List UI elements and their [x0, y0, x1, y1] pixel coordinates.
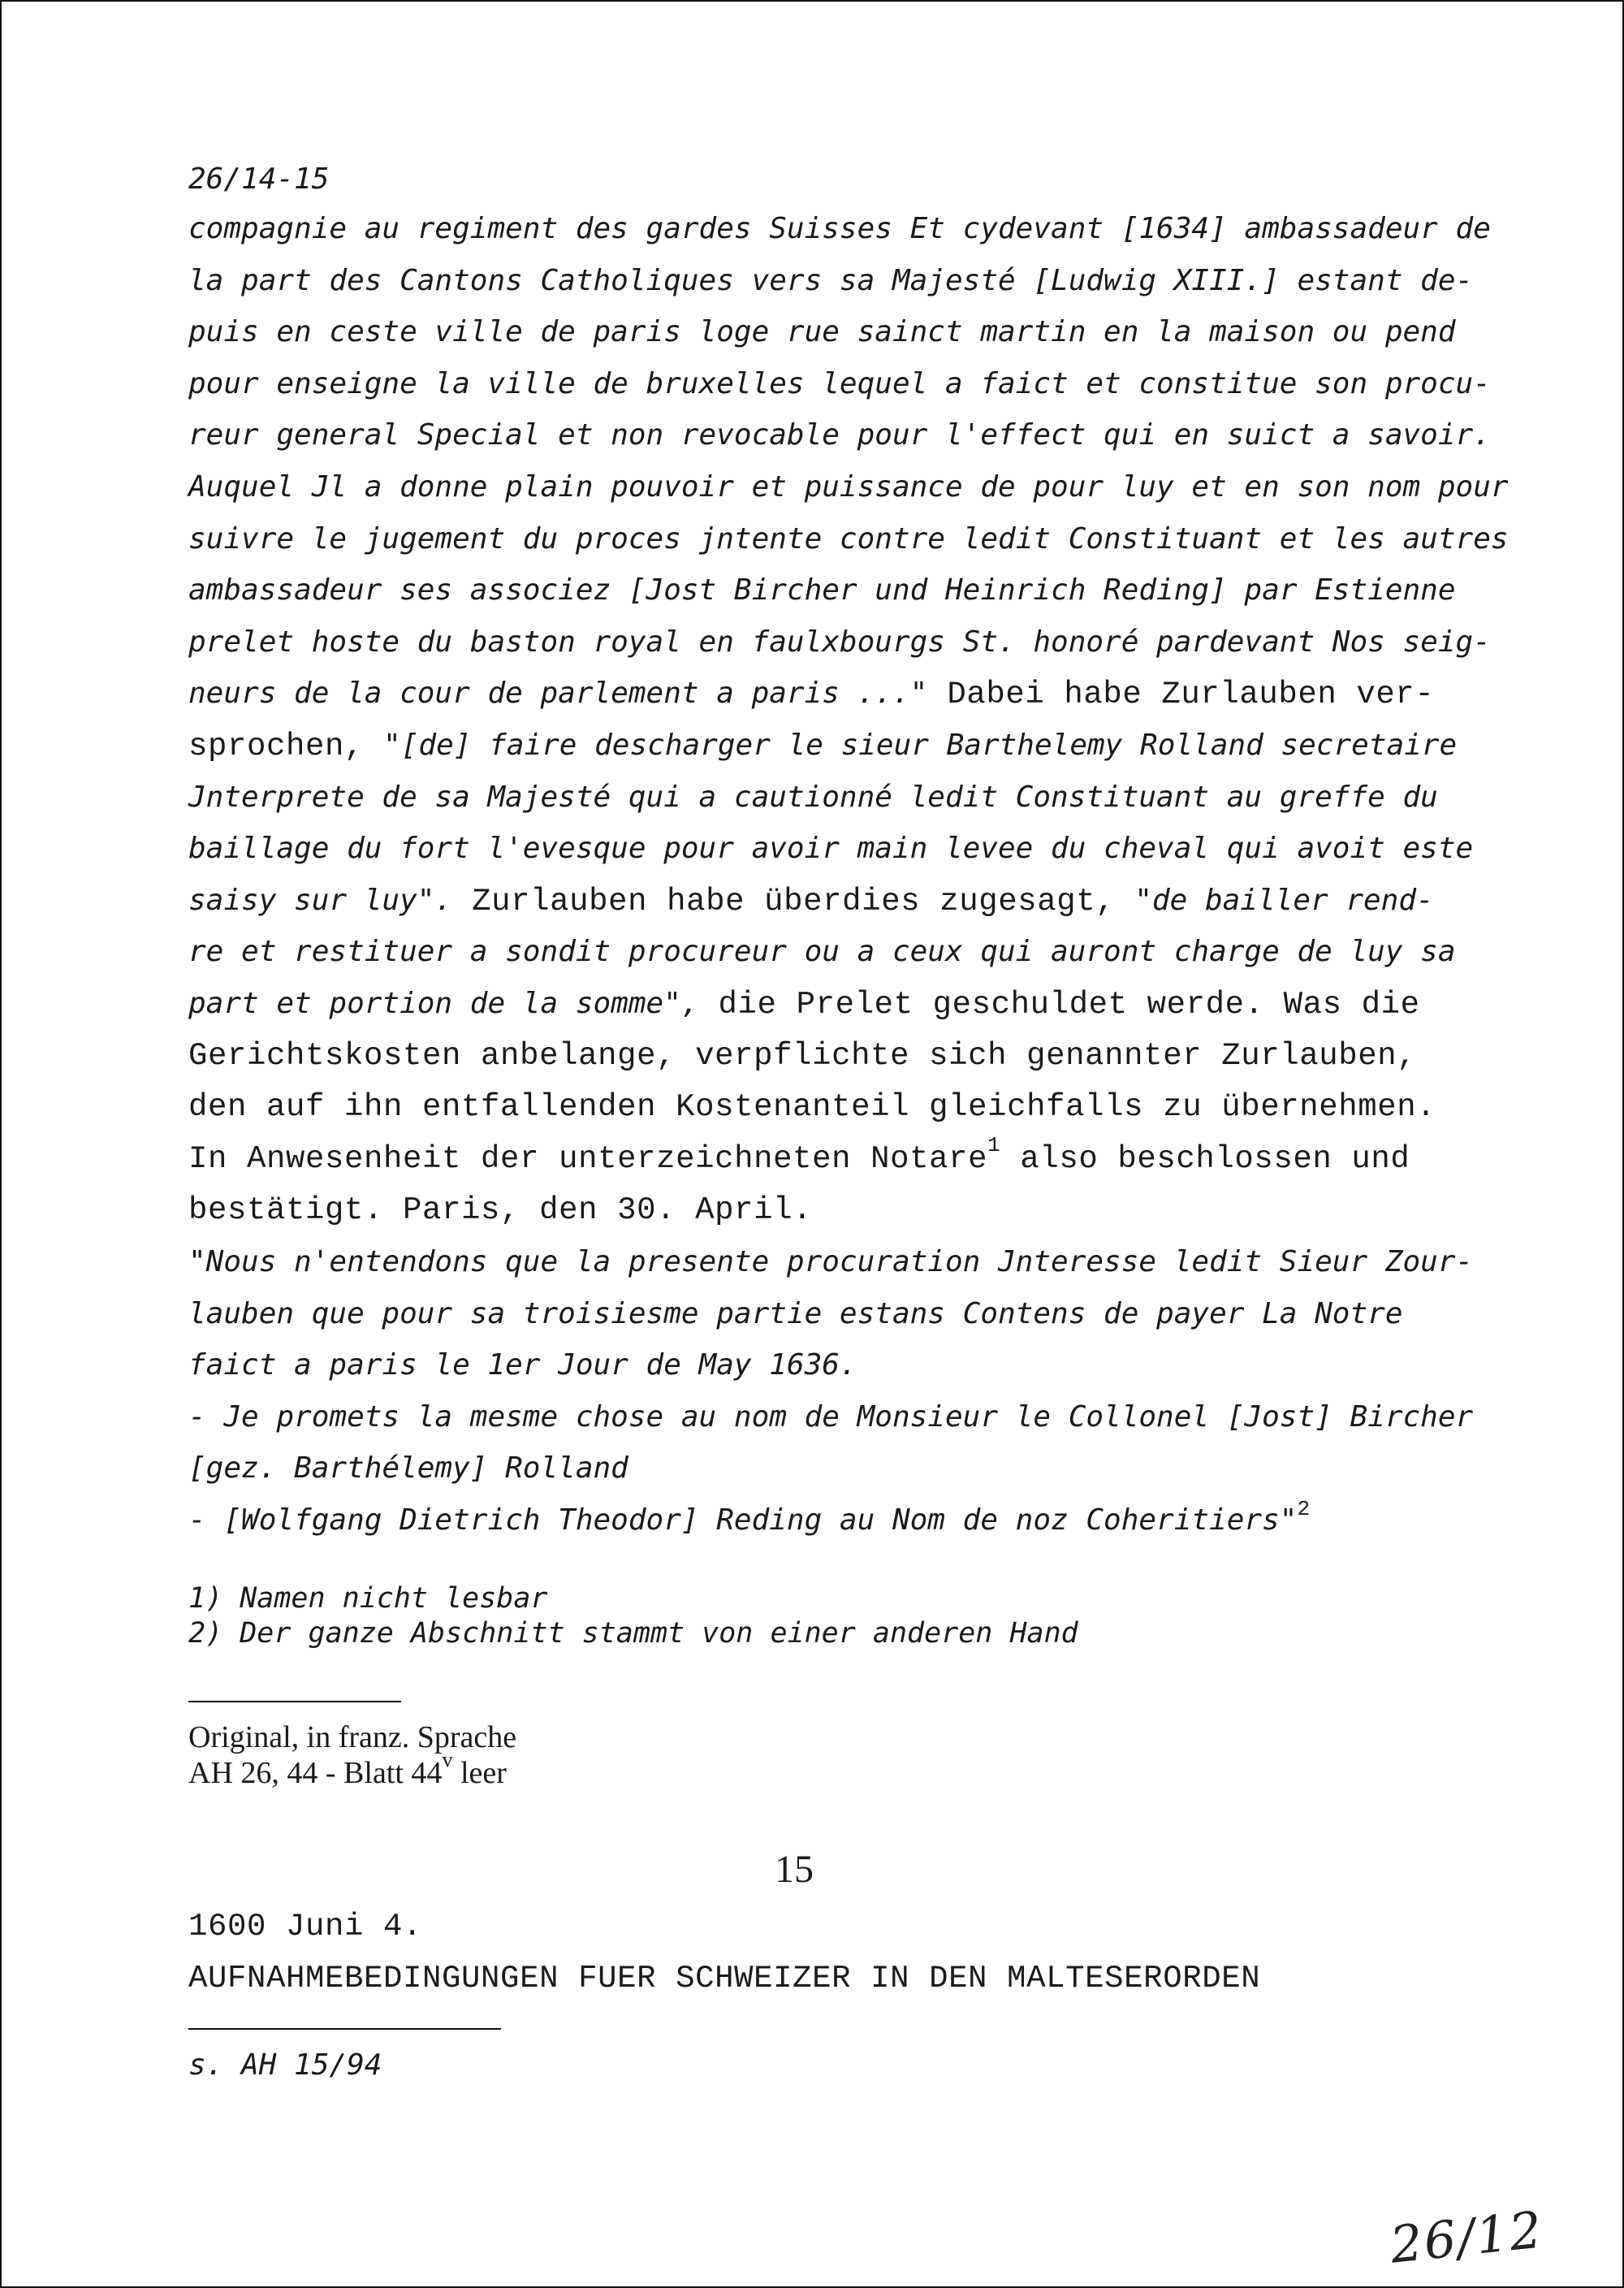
- text-line: [188, 829, 1473, 870]
- text-segment: faict a paris le 1er Jour de May 1636.: [188, 1348, 857, 1382]
- text-segment: - Je promets la mesme chose au nom de Monsieur le Collonel [Jost] Bircher: [188, 1400, 1474, 1434]
- text-segment: lauben que pour sa troisiesme partie estans Contens de payer La Notre: [188, 1297, 1403, 1330]
- text-line: [188, 932, 1456, 973]
- text-line: [188, 520, 1509, 560]
- text-line: [188, 1036, 1416, 1076]
- text-segment: compagnie au regiment des gardes Suisses Et cydevant [1634] ambassadeur de: [188, 212, 1491, 245]
- footnote-separator: [188, 1701, 401, 1702]
- text-line: [188, 571, 1456, 612]
- footnote-marker: 2: [1297, 1497, 1311, 1521]
- text-line: [188, 416, 1491, 456]
- entry-reference: s. AH 15/94: [188, 2048, 382, 2082]
- text-segment: Gerichtskosten anbelange, verpflichte sich genannter Zurlauben,: [188, 1038, 1417, 1074]
- text-segment: die Prelet geschuldet werde. Was die: [698, 987, 1420, 1023]
- text-segment: part et portion de la somme",: [188, 987, 699, 1020]
- text-segment: la part des Cantons Catholiques vers sa Majesté [Ludwig XIII.] estant de-: [188, 264, 1474, 297]
- text-segment: Jnterprete de sa Majesté qui a cautionné ledit Constituant au greffe du: [188, 781, 1438, 814]
- page-reference: 26/14-15: [188, 162, 330, 196]
- text-line: [188, 313, 1456, 353]
- text-line: [188, 210, 1491, 250]
- text-line: [188, 726, 1457, 767]
- text-segment: In Anwesenheit der unterzeichneten Notare: [188, 1141, 988, 1177]
- footnote-marker: 1: [987, 1133, 1001, 1157]
- text-line: [188, 1398, 1473, 1438]
- text-segment: Auquel Jl a donne plain pouvoir et puissance de pour luy et en son nom pour: [188, 470, 1509, 504]
- text-segment: den auf ihn entfallenden Kostenanteil gleichfalls zu übernehmen.: [188, 1089, 1436, 1125]
- text-line: [188, 984, 1420, 1025]
- handwritten-folio-number: 26/12: [1387, 2199, 1546, 2275]
- text-line: [188, 1346, 857, 1386]
- text-line: [188, 365, 1491, 405]
- entry-separator: [188, 2028, 501, 2030]
- text-line: [188, 1243, 1473, 1283]
- text-line: [188, 1191, 812, 1231]
- text-line: [188, 674, 1434, 715]
- verso-superscript: v: [442, 1748, 453, 1771]
- text-segment: puis en ceste ville de paris loge rue sainct martin en la maison ou pend: [188, 315, 1456, 348]
- document-number: 15: [775, 1848, 814, 1891]
- source-line-1: Original, in franz. Sprache: [188, 1720, 517, 1754]
- text-segment: - [Wolfgang Dietrich Theodor] Reding au Nom de noz Coheritiers": [188, 1503, 1298, 1537]
- entry-date: 1600 Juni 4.: [188, 1909, 423, 1944]
- text-segment: ambassadeur ses associez [Jost Bircher und Heinrich Reding] par Estienne: [188, 573, 1456, 607]
- text-segment: "Nous n'entendons que la presente procuration Jnteresse ledit Sieur Zour-: [188, 1245, 1474, 1278]
- text-line: [188, 468, 1509, 508]
- text-line: [188, 1449, 628, 1490]
- text-segment: also beschlossen und: [1000, 1141, 1410, 1177]
- text-segment: saisy sur luy".: [188, 884, 453, 917]
- text-segment: prelet hoste du baston royal en faulxbourgs St. honoré pardevant Nos seig-: [188, 625, 1491, 659]
- text-segment: "[de] faire descharger le sieur Barthelemy Rolland secretaire: [383, 729, 1458, 762]
- entry-title: AUFNAHMEBEDINGUNGEN FUER SCHWEIZER IN DEN MALTESERORDEN: [188, 1961, 1261, 1996]
- source-line-2: AH 26, 44 - Blatt 44$^v$ leer: [188, 1748, 507, 1790]
- text-segment: pour enseigne la ville de bruxelles lequel a faict et constitue son procu-: [188, 367, 1491, 400]
- text-line: [188, 1088, 1436, 1127]
- text-line: [188, 778, 1438, 819]
- text-segment: "de bailler rend-: [1134, 884, 1434, 917]
- text-line: [188, 1295, 1403, 1335]
- text-line: [188, 1133, 1410, 1181]
- text-line: [188, 623, 1491, 664]
- text-segment: Zurlauben habe überdies zugesagt,: [452, 884, 1135, 919]
- text-segment: baillage du fort l'evesque pour avoir main levee du cheval qui avoit este: [188, 832, 1474, 865]
- text-segment: suivre le jugement du proces jntente contre ledit Constituant et les autres: [188, 522, 1509, 556]
- text-line: [188, 1497, 1311, 1543]
- text-segment: [gez. Barthélemy] Rolland: [188, 1451, 628, 1485]
- text-segment: bestätigt. Paris, den 30. April.: [188, 1192, 813, 1228]
- text-segment: re et restituer a sondit procureur ou a ceux qui auront charge de luy sa: [188, 935, 1456, 968]
- text-segment: reur general Special et non revocable pour l'effect qui en suict a savoir.: [188, 418, 1491, 452]
- text-segment: neurs de la cour de parlement a paris ...": [188, 677, 928, 710]
- text-line: [188, 881, 1434, 922]
- footnote-2: 2) Der ganze Abschnitt stammt von einer anderen Hand: [188, 1617, 1078, 1650]
- text-line: [188, 262, 1473, 302]
- text-segment: sprochen,: [188, 729, 384, 764]
- footnote-1: 1) Namen nicht lesbar: [188, 1582, 548, 1615]
- text-segment: Dabei habe Zurlauben ver-: [927, 677, 1435, 712]
